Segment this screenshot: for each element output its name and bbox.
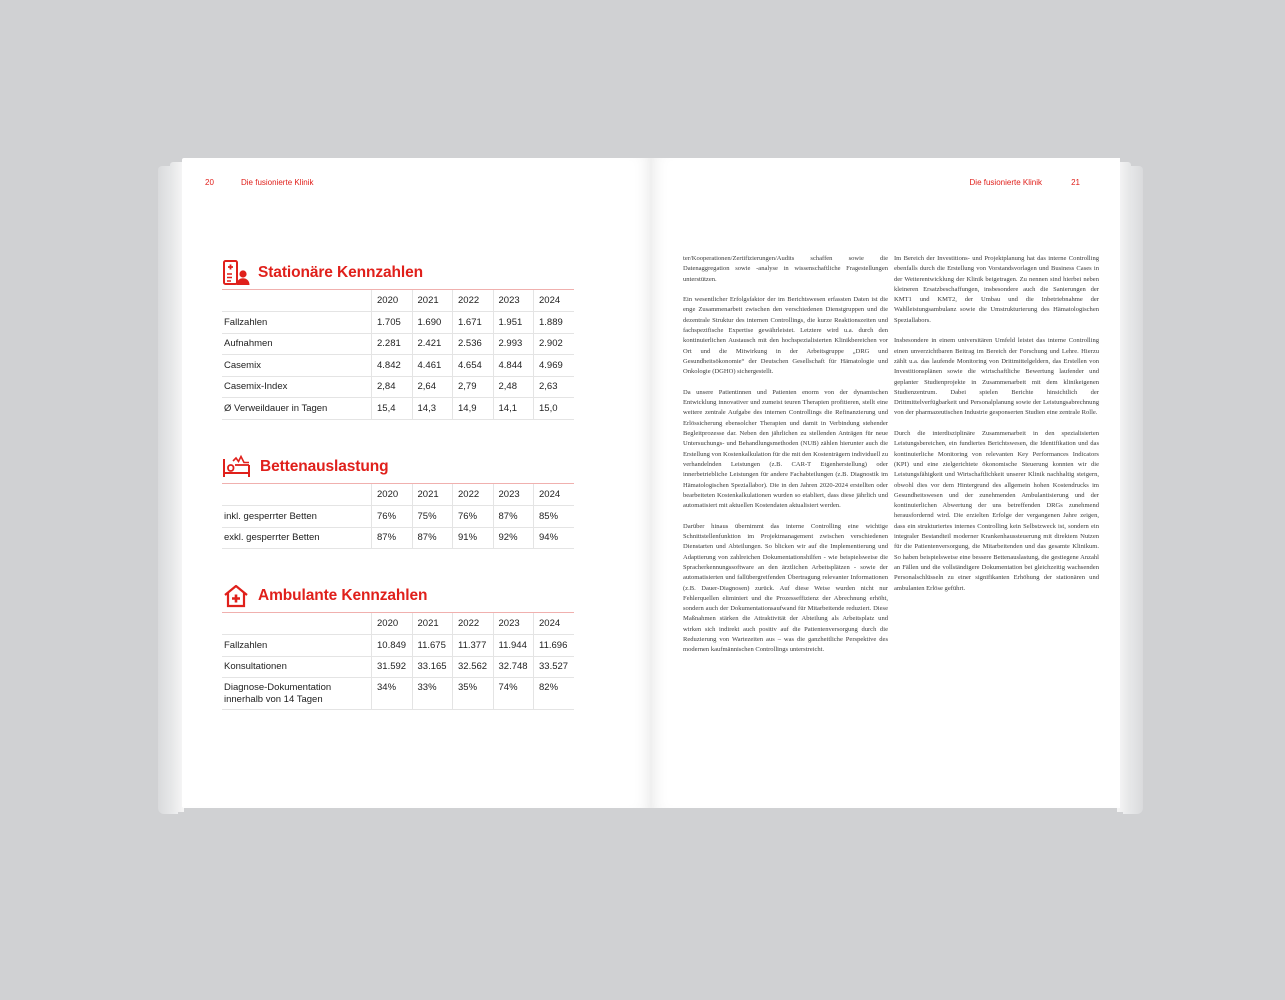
cell: 33% <box>412 678 453 710</box>
table-row <box>222 506 574 528</box>
cell: 91% <box>453 527 494 549</box>
section-stationaere-kennzahlen <box>222 258 574 420</box>
cell: 15,4 <box>372 398 413 420</box>
cell: 2,84 <box>372 376 413 398</box>
cell: 76% <box>453 506 494 528</box>
row-label: Ø Verweildauer in Tagen <box>222 398 372 420</box>
cell: 2.421 <box>412 333 453 355</box>
cell: 1.671 <box>453 312 494 334</box>
section-header <box>222 581 574 611</box>
table-row <box>222 656 574 678</box>
header-cell: 2021 <box>412 290 453 312</box>
section-header <box>222 452 574 482</box>
right-page <box>651 158 1120 808</box>
header-cell: 2024 <box>534 613 575 635</box>
cell: 75% <box>412 506 453 528</box>
cell: 74% <box>493 678 534 710</box>
cell: 2,63 <box>534 376 575 398</box>
header-cell <box>222 484 372 506</box>
header-cell: 2020 <box>372 484 413 506</box>
table-row <box>222 398 574 420</box>
header-cell: 2023 <box>493 613 534 635</box>
cell: 11.696 <box>534 635 575 657</box>
header-cell <box>222 613 372 635</box>
cell: 14,1 <box>493 398 534 420</box>
cell: 15,0 <box>534 398 575 420</box>
header-cell <box>222 290 372 312</box>
cell: 85% <box>534 506 575 528</box>
bettenauslastung-table <box>222 484 574 549</box>
table-header-row <box>222 290 574 312</box>
patient-record-icon <box>222 259 250 287</box>
paragraph: Im Bereich der Investitions- und Projektplanung hat das interne Controlling ebenfalls durch die Erstellung von Vorstandsvorlagen und Business Cases in der Weiterentwicklung der Klinik beigetragen. Zu nennen sind hierbei neben kleineren Ersatzbeschaffungen, insbesondere auch die Sanierungen der KMT1 und KMT2, der Umbau und die Inbetriebnahme der Wahlleistungsambulanz sowie die Umstrukturierung des Hämatologischen Speziallabors. <box>894 255 1099 324</box>
paragraph: Durch die interdisziplinäre Zusammenarbeit in den spezialisierten Leistungsbereichen, ein fundiertes Berichtswesen, die Identifikation und das kontinuierliche Monitoring von relevanten Key Performances Indicators (KPI) und eine zielgerichtete ökonomische Steuerung konnten wir die Leistungsfähigkeit und Wirtschaftlichkeit unserer Klinik nachhaltig steigern, obwohl dies vor dem Hintergrund des allgemein hohen Kostendrucks im Gesundheitswesen und der zunehmenden Ambulantisierung und der kontinuierlichen Abwertung der uns betreffenden DRGs zunehmend herausfordernd wird. Die erzielten Erfolge der vergangenen Jahre zeigen, dass ein strukturiertes internes Controlling kein Selbstzweck ist, sondern ein integraler Bestandteil moderner Krankenhaussteuerung mit direktem Nutzen für die Patientenversorgung, die Mitarbeitenden und das gesamte Klinikum. So haben beispielsweise eine bessere Bettenauslastung, die gestiegene Anzahl an Fällen und die vollständigere Dokumentation bei gleichzeitig wachsenden Personalschlüsseln zu einer signifikanten Erhöhung der stationären und ambulanten Erlöse geführt. <box>894 430 1099 592</box>
house-medical-icon <box>222 582 250 610</box>
cell: 34% <box>372 678 413 710</box>
cell: 4.461 <box>412 355 453 377</box>
cell: 4.654 <box>453 355 494 377</box>
cell: 2,79 <box>453 376 494 398</box>
cell: 10.849 <box>372 635 413 657</box>
cell: 2.536 <box>453 333 494 355</box>
cell: 33.165 <box>412 656 453 678</box>
cell: 2.902 <box>534 333 575 355</box>
paragraph: Da unsere Patientinnen und Patienten enorm von der dynamischen Entwicklung innovativer und zumeist teuren Therapien profitieren, stellt eine weitere zentrale Aufgabe des internen Controllings die Refinanzierung und Erlössicherung ebensolcher Therapien und damit in Verbindung stehender Begleitprozesse dar. Neben den jährlichen zu stellenden Anträgen für neue Untersuchungs- und Behandlungsmethoden (NUB) zählen hierunter auch die Erstellung von Kostenkalkulation für die mit den Kostenträgern individuell zu verhandelnden Leistungen (z.B. CAR-T Eigenherstellung) oder innerbetriebliche Leistungen für andere Fachabteilungen (z.B. Diagnostik im Hämatologischen Speziallabor). Die in den Jahren 2020-2024 erstellten oder bearbeiteten Kostenkalkulationen wurden so etabliert, dass diese jährlich und automatisiert mit aktuellen Kostendaten aktualisiert werden. <box>683 388 888 510</box>
header-cell: 2020 <box>372 613 413 635</box>
section-title: Ambulante Kennzahlen <box>258 587 428 604</box>
row-label <box>222 678 372 710</box>
cell: 1.889 <box>534 312 575 334</box>
row-label: inkl. gesperrter Betten <box>222 506 372 528</box>
header-cell: 2023 <box>493 484 534 506</box>
section-header <box>222 258 574 288</box>
cell: 33.527 <box>534 656 575 678</box>
stationaer-table <box>222 290 574 420</box>
header-cell: 2023 <box>493 290 534 312</box>
table-row <box>222 312 574 334</box>
table-row <box>222 678 574 710</box>
cell: 1.951 <box>493 312 534 334</box>
cell: 4.842 <box>372 355 413 377</box>
text-column-1 <box>683 254 888 666</box>
cell: 4.969 <box>534 355 575 377</box>
header-cell: 2024 <box>534 290 575 312</box>
section-ambulante-kennzahlen <box>222 581 574 710</box>
cell: 4.844 <box>493 355 534 377</box>
row-label-line: Diagnose-Dokumentation <box>224 682 332 693</box>
page-number: 21 <box>1071 178 1080 187</box>
header-cell: 2021 <box>412 484 453 506</box>
header-cell: 2022 <box>453 290 494 312</box>
table-row <box>222 527 574 549</box>
cell: 82% <box>534 678 575 710</box>
cell: 11.675 <box>412 635 453 657</box>
text-column-2 <box>894 254 1099 604</box>
cell: 11.944 <box>493 635 534 657</box>
cell: 2.993 <box>493 333 534 355</box>
running-head-title: Die fusionierte Klinik <box>241 178 314 187</box>
section-title: Bettenauslastung <box>260 458 389 475</box>
section-bettenauslastung <box>222 452 574 549</box>
cell: 92% <box>493 527 534 549</box>
paragraph: ter/Kooperationen/Zertifizierungen/Audits schaffen sowie die Datenaggregation sowie -analyse in wissenschaftliche Fragestellungen unterstützen. <box>683 255 888 283</box>
cell: 32.748 <box>493 656 534 678</box>
header-cell: 2022 <box>453 484 494 506</box>
cell: 87% <box>372 527 413 549</box>
row-label: Casemix <box>222 355 372 377</box>
cell: 1.690 <box>412 312 453 334</box>
cell: 35% <box>453 678 494 710</box>
hospital-bed-icon <box>222 453 252 481</box>
table-row <box>222 355 574 377</box>
left-page <box>182 158 651 808</box>
cell: 87% <box>493 506 534 528</box>
header-cell: 2021 <box>412 613 453 635</box>
header-cell: 2024 <box>534 484 575 506</box>
cell: 1.705 <box>372 312 413 334</box>
cell: 14,9 <box>453 398 494 420</box>
table-header-row <box>222 484 574 506</box>
cell: 2,48 <box>493 376 534 398</box>
cell: 32.562 <box>453 656 494 678</box>
cell: 14,3 <box>412 398 453 420</box>
section-title: Stationäre Kennzahlen <box>258 264 423 281</box>
paragraph: Insbesondere in einem universitären Umfeld leistet das interne Controlling einen unverzichtbaren Beitrag im Bereich der Forschung und Lehre. Hierzu zählt u.a. das laufende Monitoring von Drittmittelgeldern, das Erstellen von Investitionsplänen sowie die wirtschaftliche Bewertung laufender und geplanter Studienprojekte in Zusammenarbeit mit dem klinikeigenen Studienzentrum. Dabei spielen Berichte hinsichtlich der Drittmittelverfügbarkeit und Personalplanung sowie der Leistungsabrechnung von der pharmazeutischen Industrie gesponserten Studien eine zentrale Rolle. <box>894 337 1099 417</box>
ambulant-table <box>222 613 574 710</box>
paragraph: Ein wesentlicher Erfolgsfaktor der im Berichtswesen erfassten Daten ist die enge Zusammenarbeit zwischen den verschiedenen Dienstgruppen und die dezentrale Struktur des internen Controllings, die kurze Reaktionszeiten und fachspezifische Expertise gewährleistet. Letztere wird u.a. durch den kontinuierlichen Austausch mit den hochspezialisierten Klinikbereichen vor Ort und die Mitwirkung in der Arbeitsgruppe „DRG und Gesundheitsökonomie“ der Deutschen Gesellschaft für Hämatologie und Onkologie (DGHO) sichergestellt. <box>683 296 888 376</box>
cell: 11.377 <box>453 635 494 657</box>
running-head-title: Die fusionierte Klinik <box>969 178 1042 187</box>
paragraph: Darüber hinaus übernimmt das interne Controlling eine wichtige Schnittstellenfunktion im Projektmanagement zwischen verschiedenen Dienstarten und Abteilungen. So blicken wir auf die Implementierung und Adaptierung von zahlreichen Dokumentationshilfen - wie beispielsweise die Spracherkennungssoftware an den ärztlichen Arbeitsplätzen - sowie der automatisierten und fallübergreifenden Übertragung relevanter Informationen (z.B. Dauer-Diagnosen) zurück. Auf diese Weise wurden nicht nur Fehlerquellen eliminiert und die Prozesseffizienz der Abrechnung erhöht, sondern auch der Dokumentationsaufwand für Mitarbeitende reduziert. Diese Maßnahmen stärken die Attraktivität der Abteilung als Arbeitsplatz und wirken sich indirekt auch positiv auf die Patientenversorgung durch die Reduzierung von Wartezeiten aus – was die ganzheitliche Perspektive des modernen kaufmännischen Controllings unterstreicht. <box>683 522 888 654</box>
cell: 2.281 <box>372 333 413 355</box>
row-label: Fallzahlen <box>222 635 372 657</box>
row-label: Fallzahlen <box>222 312 372 334</box>
table-row <box>222 333 574 355</box>
cell: 31.592 <box>372 656 413 678</box>
row-label-line: innerhalb von 14 Tagen <box>224 693 323 705</box>
row-label: Konsultationen <box>222 656 372 678</box>
table-row <box>222 376 574 398</box>
cell: 76% <box>372 506 413 528</box>
header-cell: 2022 <box>453 613 494 635</box>
open-book <box>158 158 1143 816</box>
page-number: 20 <box>205 178 214 187</box>
cell: 87% <box>412 527 453 549</box>
cell: 94% <box>534 527 575 549</box>
table-header-row <box>222 613 574 635</box>
row-label: Aufnahmen <box>222 333 372 355</box>
row-label: Casemix-Index <box>222 376 372 398</box>
table-row <box>222 635 574 657</box>
header-cell: 2020 <box>372 290 413 312</box>
cell: 2,64 <box>412 376 453 398</box>
row-label: exkl. gesperrter Betten <box>222 527 372 549</box>
